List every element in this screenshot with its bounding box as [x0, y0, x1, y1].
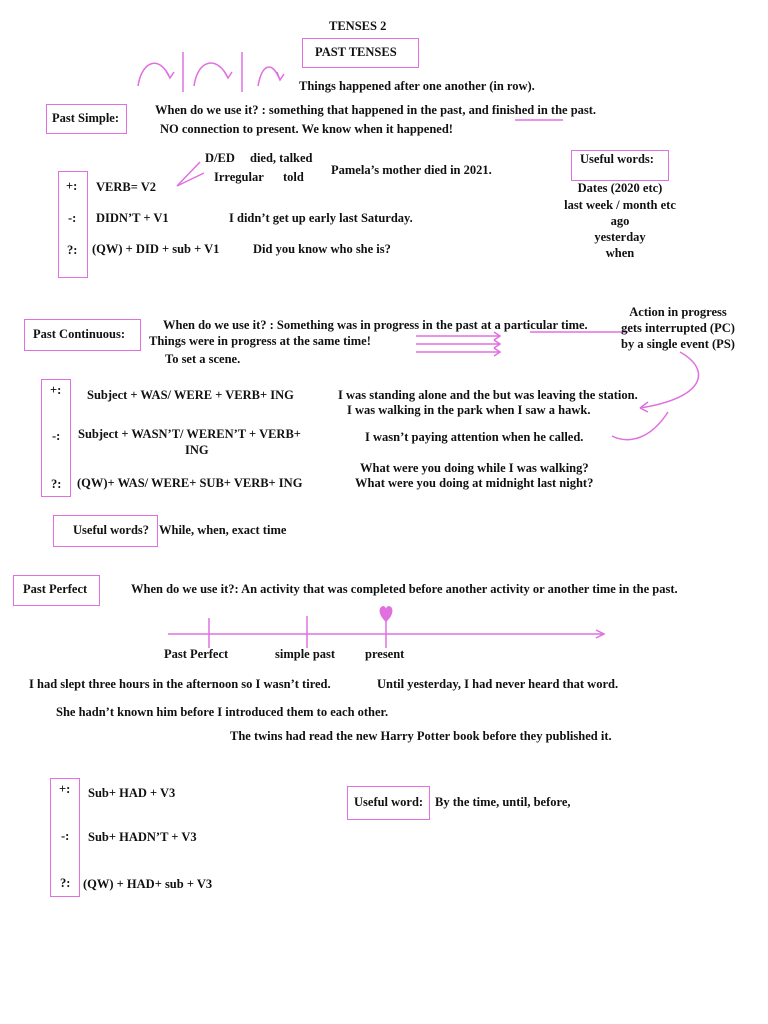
- past-continuous-form-q: (QW)+ WAS/ WERE+ SUB+ VERB+ ING: [77, 476, 303, 490]
- sign-question: ?:: [60, 876, 71, 890]
- connector-line: [177, 173, 204, 186]
- past-continuous-example-pos-2: I was walking in the park when I saw a hawk.: [347, 403, 591, 417]
- past-continuous-label: Past Continuous:: [33, 327, 126, 341]
- past-simple-signs-box: [58, 171, 88, 278]
- connector-line: [177, 162, 200, 186]
- irregular-label: Irregular: [214, 170, 264, 184]
- useful-words-label: Useful words:: [580, 152, 654, 166]
- timeline-label-past-perfect: Past Perfect: [164, 647, 229, 661]
- past-continuous-use-2: Things were in progress at the same time!: [149, 334, 371, 348]
- action-note-line: by a single event (PS): [621, 337, 735, 351]
- past-perfect-example-3: She hadn’t known him before I introduced them to each other.: [56, 705, 389, 719]
- useful-word: Dates (2020 etc): [577, 181, 663, 195]
- past-perfect-example-4: The twins had read the new Harry Potter book before they published it.: [230, 729, 612, 743]
- sign-positive: +:: [66, 179, 78, 193]
- section-title: PAST TENSES: [315, 45, 397, 59]
- sign-negative: -:: [61, 829, 70, 843]
- useful-words-label: Useful word:: [354, 795, 424, 809]
- past-simple-use-2: NO connection to present. We know when it happened!: [160, 122, 453, 136]
- arrow-icon: [416, 340, 500, 348]
- past-continuous-label-box: [24, 319, 141, 351]
- past-simple-label: Past Simple:: [52, 111, 120, 125]
- past-continuous-example-q-1: What were you doing while I was walking?: [360, 461, 589, 475]
- past-perfect-label: Past Perfect: [23, 582, 88, 596]
- section-title-box: [302, 38, 419, 68]
- timeline-label-simple-past: simple past: [275, 647, 336, 661]
- useful-word: ago: [610, 214, 630, 228]
- ded-label: D/ED: [205, 151, 235, 165]
- past-continuous-useful-words: While, when, exact time: [159, 523, 287, 537]
- past-continuous-use-1: When do we use it? : Something was in progress in the past at a particular time.: [163, 318, 588, 332]
- action-note-line: Action in progress: [629, 305, 727, 319]
- useful-word: yesterday: [594, 230, 646, 244]
- past-perfect-form-neg: Sub+ HADN’T + V3: [88, 830, 197, 844]
- timeline-label-present: present: [365, 647, 405, 661]
- past-continuous-useful-box: [53, 515, 158, 547]
- past-continuous-example-neg: I wasn’t paying attention when he called.: [365, 430, 584, 444]
- past-continuous-form-pos: Subject + WAS/ WERE + VERB+ ING: [87, 388, 294, 402]
- irregular-example: told: [283, 170, 304, 184]
- sign-positive: +:: [59, 782, 71, 796]
- past-perfect-useful-box: [347, 786, 430, 820]
- sign-negative: -:: [68, 211, 77, 225]
- past-perfect-form-pos: Sub+ HAD + V3: [88, 786, 176, 800]
- past-continuous-example-q-2: What were you doing at midnight last night?: [355, 476, 594, 490]
- past-simple-example-q: Did you know who she is?: [253, 242, 391, 256]
- curve-connector: [640, 352, 699, 412]
- arrow-icon: [416, 348, 500, 356]
- past-perfect-signs-box: [50, 778, 80, 897]
- arc-arrow-icon: [138, 63, 174, 86]
- past-simple-example-neg: I didn’t get up early last Saturday.: [229, 211, 413, 225]
- past-perfect-example-2: Until yesterday, I had never heard that word.: [377, 677, 619, 691]
- arrow-icon: [416, 332, 500, 340]
- intro-text: Things happened after one another (in row).: [299, 79, 535, 93]
- sign-negative: -:: [52, 429, 61, 443]
- past-continuous-form-neg-2: ING: [185, 443, 209, 457]
- past-simple-form-neg: DIDN’T + V1: [96, 211, 169, 225]
- past-simple-use-1: When do we use it? : something that happened in the past, and finished in the past.: [155, 103, 597, 117]
- ded-examples: died, talked: [250, 151, 313, 165]
- useful-words-label: Useful words?: [73, 523, 150, 537]
- curve-connector: [612, 412, 668, 440]
- past-perfect-use: When do we use it?: An activity that was completed before another activity or another time in the past.: [131, 582, 678, 596]
- past-continuous-signs-box: [41, 379, 71, 497]
- past-simple-useful-box: [571, 150, 669, 181]
- past-perfect-useful-words: By the time, until, before,: [435, 795, 571, 809]
- past-perfect-form-q: (QW) + HAD+ sub + V3: [83, 877, 213, 891]
- past-continuous-form-neg-1: Subject + WASN’T/ WEREN’T + VERB+: [78, 427, 301, 441]
- action-note-line: gets interrupted (PC): [621, 321, 735, 335]
- doc-title: TENSES 2: [329, 19, 387, 33]
- sign-question: ?:: [51, 477, 62, 491]
- past-simple-label-box: [46, 104, 127, 134]
- past-continuous-use-3: To set a scene.: [165, 352, 241, 366]
- past-simple-form-pos: VERB= V2: [96, 180, 157, 194]
- past-simple-form-q: (QW) + DID + sub + V1: [92, 242, 220, 256]
- arc-arrow-icon: [194, 63, 232, 86]
- sign-positive: +:: [50, 383, 62, 397]
- past-perfect-example-1: I had slept three hours in the afternoon so I wasn’t tired.: [29, 677, 331, 691]
- arc-arrow-icon: [258, 67, 284, 86]
- heart-icon: [380, 606, 393, 622]
- useful-word: last week / month etc: [564, 198, 676, 212]
- sign-question: ?:: [67, 243, 78, 257]
- past-perfect-label-box: [13, 575, 100, 606]
- past-simple-example-pos: Pamela’s mother died in 2021.: [331, 163, 492, 177]
- useful-word: when: [605, 246, 635, 260]
- past-continuous-example-pos-1: I was standing alone and the but was leaving the station.: [338, 388, 638, 402]
